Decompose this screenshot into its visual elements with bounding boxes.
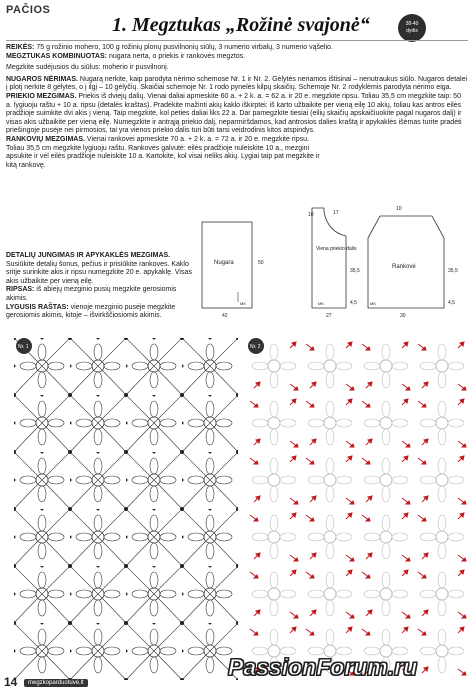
section-back: NUGAROS NĖRIMAS. Nugarą nerkite, kaip parodyta nėrimo schemose Nr. 1 ir Nr. 2. Gėlytės neriamos ištisinai – nenutraukus siūlo. Nugaros detalei į plotį nerkite 8 gėlytes, o į ilgį – 10 gėlyčių. Skaičiai schemoje Nr. 1 rodo pynelės kilpų skaičių. Schemoje Nr. 2 rodyklėmis parodyta nėrimo eiga. bbox=[6, 75, 468, 92]
front-label: Viena priekio dalis bbox=[316, 246, 357, 252]
sleeve-piece bbox=[368, 206, 458, 319]
page-title: 1. Megztukas „Rožinė svajonė“ bbox=[112, 14, 370, 36]
back-label: Nugara bbox=[214, 260, 234, 266]
front-height: 35,5 bbox=[350, 268, 360, 274]
crochet-chart-2 bbox=[246, 338, 468, 680]
front-top-b: 17 bbox=[333, 210, 339, 216]
section-sleeves: RANKOVIŲ MEZGIMAS. Vienai rankovei apmeskite 70 a. + 2 k. a. = 72 a. ir 20 e. megzkite ripsu. Toliau 35,5 cm megzkite lygiuoju raštu. Rankovės galvutė: eilės pradžioje nuleiskite 10 a., mezgini apsukite ir vėl eilės pradžioje nuleiskite 10 a. Kartokite, kol visai neliks akių. Lygiai taip pat megzkite ir kitą rankovę. bbox=[6, 135, 320, 169]
sleeve-marker: MK bbox=[370, 301, 376, 306]
crochet-chart-1 bbox=[14, 338, 238, 680]
section-combined: MEGZTUKAS KOMBINUOTAS: nugara nerta, o priekis ir rankovės megztos. bbox=[6, 52, 246, 60]
front-rib: 4,5 bbox=[350, 300, 357, 306]
title-divider bbox=[6, 40, 468, 41]
front-marker: MK bbox=[318, 301, 324, 306]
section-assembly: DETALIŲ JUNGIMAS IR APYKAKLĖS MEZGIMAS. Susiūkite detalių šonus, pečius ir prisiūkite rankoves. Kaklo sritje surinkite akis ir ripsu numegzkite 20 e. apykaklę. Visas akis užbaikite per vieną eilę. bbox=[6, 252, 192, 285]
sleeve-label: Rankovė bbox=[392, 264, 416, 270]
size-badge-value: 38-40 bbox=[405, 21, 419, 27]
sleeve-rib: 4,5 bbox=[448, 300, 455, 306]
front-width: 27 bbox=[326, 313, 332, 319]
sleeve-height: 35,5 bbox=[448, 268, 458, 274]
page-number: 14 bbox=[4, 675, 18, 689]
section-rib: RIPSAS: iš abiejų mezginio pusių megzkite gerosiomis akimis. bbox=[6, 286, 177, 302]
footer-website: megzkoparduotuvė.lt bbox=[24, 679, 88, 687]
chart-2-label: Nr. 2 bbox=[250, 344, 261, 350]
size-badge bbox=[398, 14, 426, 42]
front-piece bbox=[308, 208, 360, 319]
front-top-a: 10 bbox=[308, 212, 314, 218]
back-piece bbox=[202, 222, 264, 319]
chart-1-label: Nr. 1 bbox=[18, 344, 29, 350]
back-height: 50 bbox=[258, 260, 264, 266]
back-marker: MK bbox=[240, 301, 246, 306]
instructions-top bbox=[6, 44, 468, 170]
back-width: 42 bbox=[222, 313, 228, 319]
section-materials: REIKĖS: 75 g rožinio mohero, 100 g rožinių plonų pusvilnonių siūlų, 3 numerio virbalų, 3 numerio vąšelio. bbox=[6, 44, 333, 51]
sleeve-width: 30 bbox=[400, 313, 406, 319]
section-stockinette: LYGUSIS RAŠTAS: vienoje mezginio pusėje megzkite gerosiomis akimis, kitoje – išvirkščiosiomis akimis. bbox=[6, 303, 176, 320]
pattern-schematic bbox=[200, 202, 470, 324]
magazine-logo: PAČIOS bbox=[6, 4, 51, 16]
section-front: PRIEKIO MEZGIMAS. Priekis iš dviejų dalių. Vienai daliai apmeskite 60 a. + 2 k. a. = 62 a. ir 20 e. megzkite ripsu. Toliau 35,5 cm megzkite taip: 50 a. lygiuoju raštu + 10 a. ripsu (detalės kraštas). Pradėkite mažinti akių kaklo iškirptei: iš karto užbaikite per vieną eilę 10 akių, toliau kas antros eilės pradžioje suimkite dvi akis į vieną. Taip megzkite, kol peties daliai liks 22 a. Dar pamegzkite tiesiai (eilių skaičių apskaičiuokite pagal nugaros dalį) ir visas akis užbaikite per vieną eilę. Numegzkite ir antrąją priekio dalį, neparmiršdamos, kad antrosios dalies kraštą ir apykaklės išėmas turite pradėti priešingoje pusėje nei pirmosios, tai yra vienos priekio dalis turi būti tarsi veidrodinis kitos atspindys. bbox=[6, 92, 462, 135]
instructions-left bbox=[6, 252, 196, 321]
size-badge-label: dydis bbox=[406, 28, 418, 34]
sleeve-top: 10 bbox=[396, 206, 402, 212]
watermark: PassionForum.ru bbox=[228, 654, 418, 680]
section-yarn-note: Megzkite sudėjusios du siūlus: moherio ir pusvilnonį. bbox=[6, 64, 169, 72]
